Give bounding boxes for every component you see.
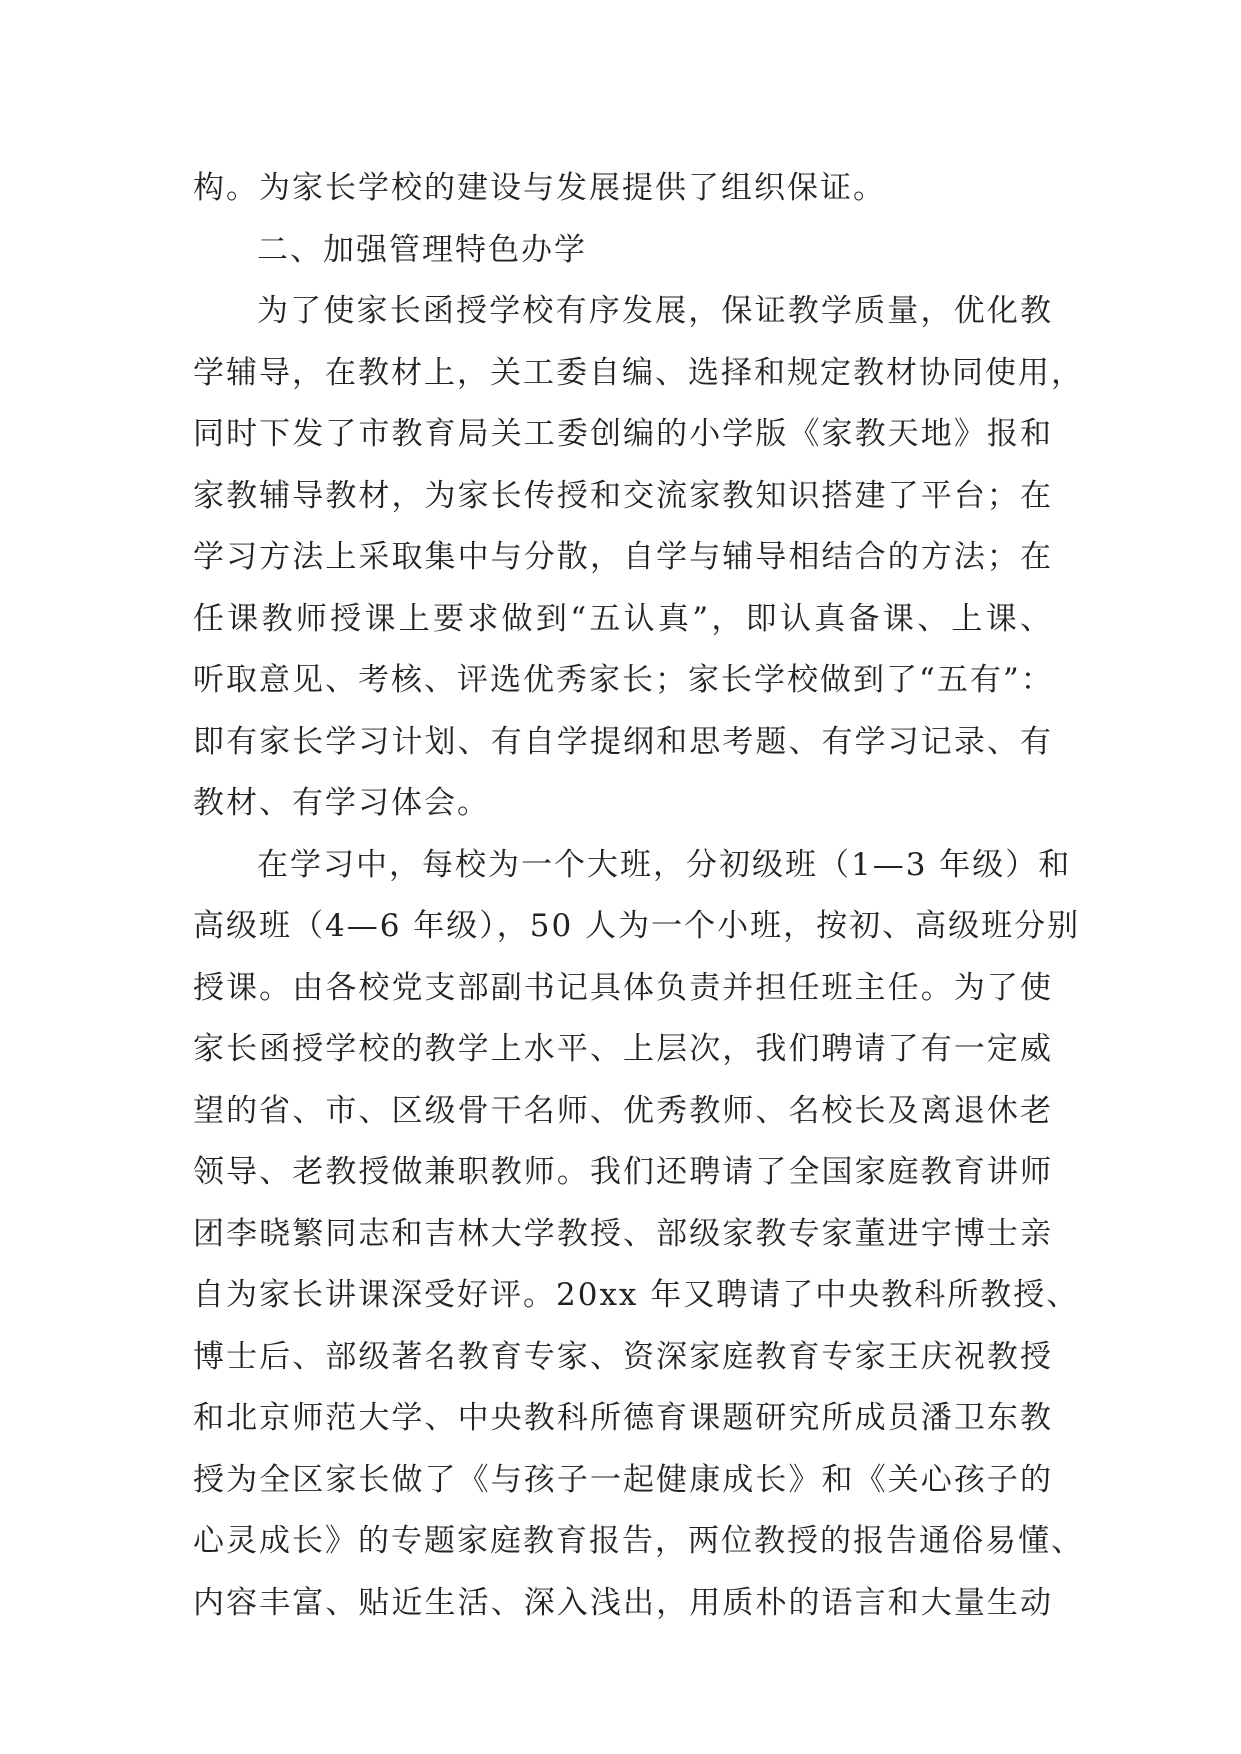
paragraph-line: 家长函授学校的教学上水平、上层次，我们聘请了有一定威: [193, 1031, 1053, 1067]
paragraph-line: 学辅导，在教材上，关工委自编、选择和规定教材协同使用，: [193, 354, 1084, 391]
paragraph-line: 领导、老教授做兼职教师。我们还聘请了全国家庭教育讲师: [193, 1154, 1053, 1190]
paragraph-line: 团李晓繁同志和吉林大学教授、部级家教专家董进宇博士亲: [193, 1215, 1053, 1252]
paragraph-line: 和北京师范大学、中央教科所德育课题研究所成员潘卫东教: [193, 1400, 1053, 1436]
paragraph-line: 同时下发了市教育局关工委创编的小学版《家教天地》报和: [193, 416, 1053, 452]
paragraph-line: 学习方法上采取集中与分散，自学与辅导相结合的方法；在: [193, 539, 1053, 575]
paragraph-line: 为了使家长函授学校有序发展，保证教学质量，优化教: [257, 293, 1053, 329]
paragraph-line: 即有家长学习计划、有自学提纲和思考题、有学习记录、有: [193, 723, 1053, 760]
paragraph-line: 授课。由各校党支部副书记具体负责并担任班主任。为了使: [193, 969, 1053, 1006]
paragraph-line: 心灵成长》的专题家庭教育报告，两位教授的报告通俗易懂、: [193, 1523, 1084, 1559]
paragraph-line: 博士后、部级著名教育专家、资深家庭教育专家王庆祝教授: [193, 1338, 1053, 1375]
paragraph-line: 任课教师授课上要求做到“五认真”，即认真备课、上课、: [193, 600, 1053, 637]
paragraph-line: 构。为家长学校的建设与发展提供了组织保证。: [193, 170, 886, 206]
body-text: [193, 158, 1084, 1634]
paragraph-line: 家教辅导教材，为家长传授和交流家教知识搭建了平台；在: [193, 477, 1053, 514]
paragraph-line: 教材、有学习体会。: [193, 785, 490, 821]
paragraph-line: 内容丰富、贴近生活、深入浅出，用质朴的语言和大量生动: [193, 1584, 1053, 1621]
paragraph-line: 望的省、市、区级骨干名师、优秀教师、名校长及离退休老: [193, 1092, 1053, 1129]
paragraph-line: 在学习中，每校为一个大班，分初级班（1—3 年级）和: [257, 846, 1072, 883]
paragraph-line: 授为全区家长做了《与孩子一起健康成长》和《关心孩子的: [193, 1461, 1053, 1498]
paragraph-line: 高级班（4—6 年级），50 人为一个小班，按初、高级班分别: [193, 908, 1081, 944]
paragraph-line: 听取意见、考核、评选优秀家长；家长学校做到了“五有”：: [193, 662, 1054, 698]
paragraph-line: 自为家长讲课深受好评。20xx 年又聘请了中央教科所教授、: [193, 1277, 1080, 1313]
section-heading: 二、加强管理特色办学: [257, 231, 587, 268]
